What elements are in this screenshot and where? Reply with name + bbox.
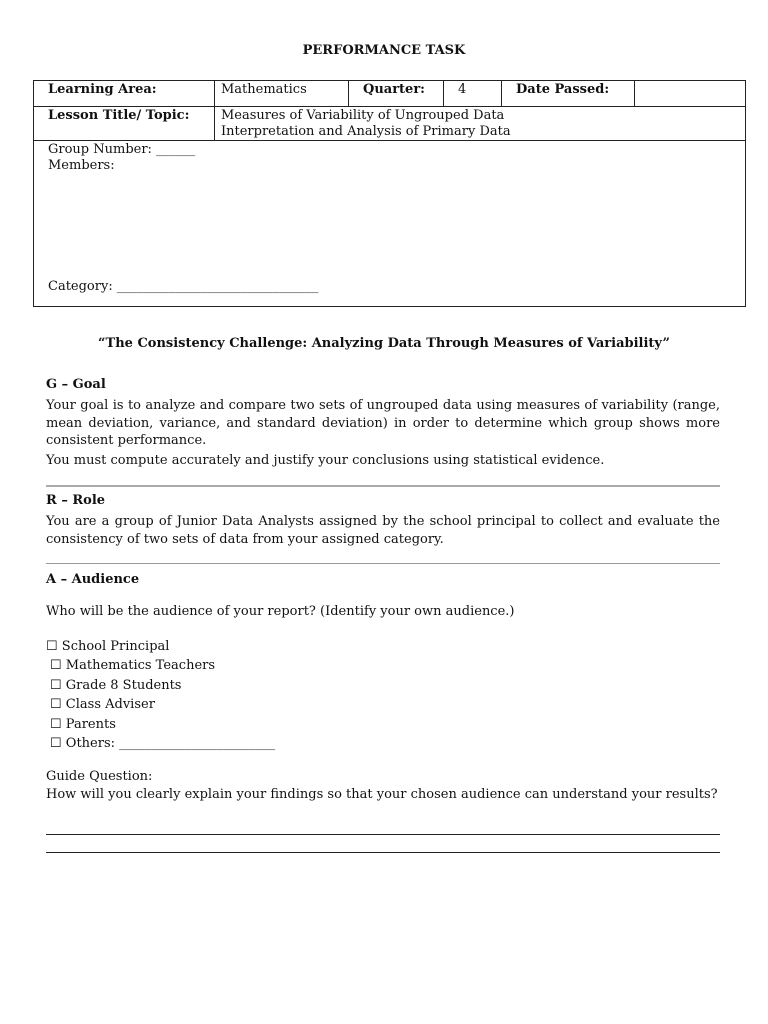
role-paragraph: You are a group of Junior Data Analysts assigned by the school principal to collect and evaluate the consistency of two sets of data from your assigned category. bbox=[46, 514, 720, 547]
guide-question-text: How will you clearly explain your findings so that your chosen audience can understand your results? bbox=[46, 787, 718, 802]
audience-option[interactable]: ☐ Grade 8 Students bbox=[50, 678, 182, 693]
audience-option[interactable]: ☐ School Principal bbox=[46, 639, 170, 654]
audience-option[interactable]: ☐ Class Adviser bbox=[50, 697, 155, 712]
audience-option[interactable]: ☐ Mathematics Teachers bbox=[50, 658, 216, 673]
guide-question-label: Guide Question: bbox=[46, 769, 153, 784]
answer-line[interactable] bbox=[46, 852, 720, 853]
date-passed-label: Date Passed: bbox=[502, 81, 635, 107]
lesson-title-label: Lesson Title/ Topic: bbox=[34, 107, 215, 141]
info-table bbox=[33, 80, 746, 307]
learning-area-label: Learning Area: bbox=[34, 81, 215, 107]
audience-option-others[interactable]: ☐ Others: ________________________ bbox=[50, 736, 276, 751]
audience-heading: A – Audience bbox=[46, 572, 140, 587]
audience-question: Who will be the audience of your report? (Identify your own audience.) bbox=[46, 604, 515, 619]
lesson-title-line1: Measures of Variability of Ungrouped Data bbox=[221, 108, 505, 123]
lesson-title-line2: Interpretation and Analysis of Primary Data bbox=[221, 124, 511, 139]
lesson-title-value bbox=[215, 107, 746, 141]
goal-paragraph-2: You must compute accurately and justify your conclusions using statistical evidence. bbox=[46, 453, 605, 468]
task-subtitle: “The Consistency Challenge: Analyzing Data Through Measures of Variability” bbox=[98, 336, 670, 351]
role-heading: R – Role bbox=[46, 493, 106, 508]
group-number-field[interactable]: Group Number: ______ bbox=[48, 142, 196, 157]
date-passed-field[interactable] bbox=[635, 81, 746, 107]
members-field[interactable]: Members: bbox=[48, 158, 115, 173]
quarter-value: 4 bbox=[444, 81, 502, 107]
learning-area-value: Mathematics bbox=[215, 81, 349, 107]
goal-heading: G – Goal bbox=[46, 377, 106, 392]
section-divider bbox=[46, 563, 720, 564]
group-details-cell bbox=[34, 141, 746, 307]
category-field[interactable]: Category: _______________________________ bbox=[48, 279, 319, 294]
document-title: PERFORMANCE TASK bbox=[302, 43, 466, 58]
goal-paragraph-1: Your goal is to analyze and compare two sets of ungrouped data using measures of variability (range, mean deviation, variance, and standard deviation) in order to determine which group shows more consistent performance. bbox=[46, 398, 720, 448]
answer-line[interactable] bbox=[46, 834, 720, 835]
section-divider bbox=[46, 485, 720, 487]
quarter-label: Quarter: bbox=[349, 81, 444, 107]
audience-option[interactable]: ☐ Parents bbox=[50, 717, 116, 732]
